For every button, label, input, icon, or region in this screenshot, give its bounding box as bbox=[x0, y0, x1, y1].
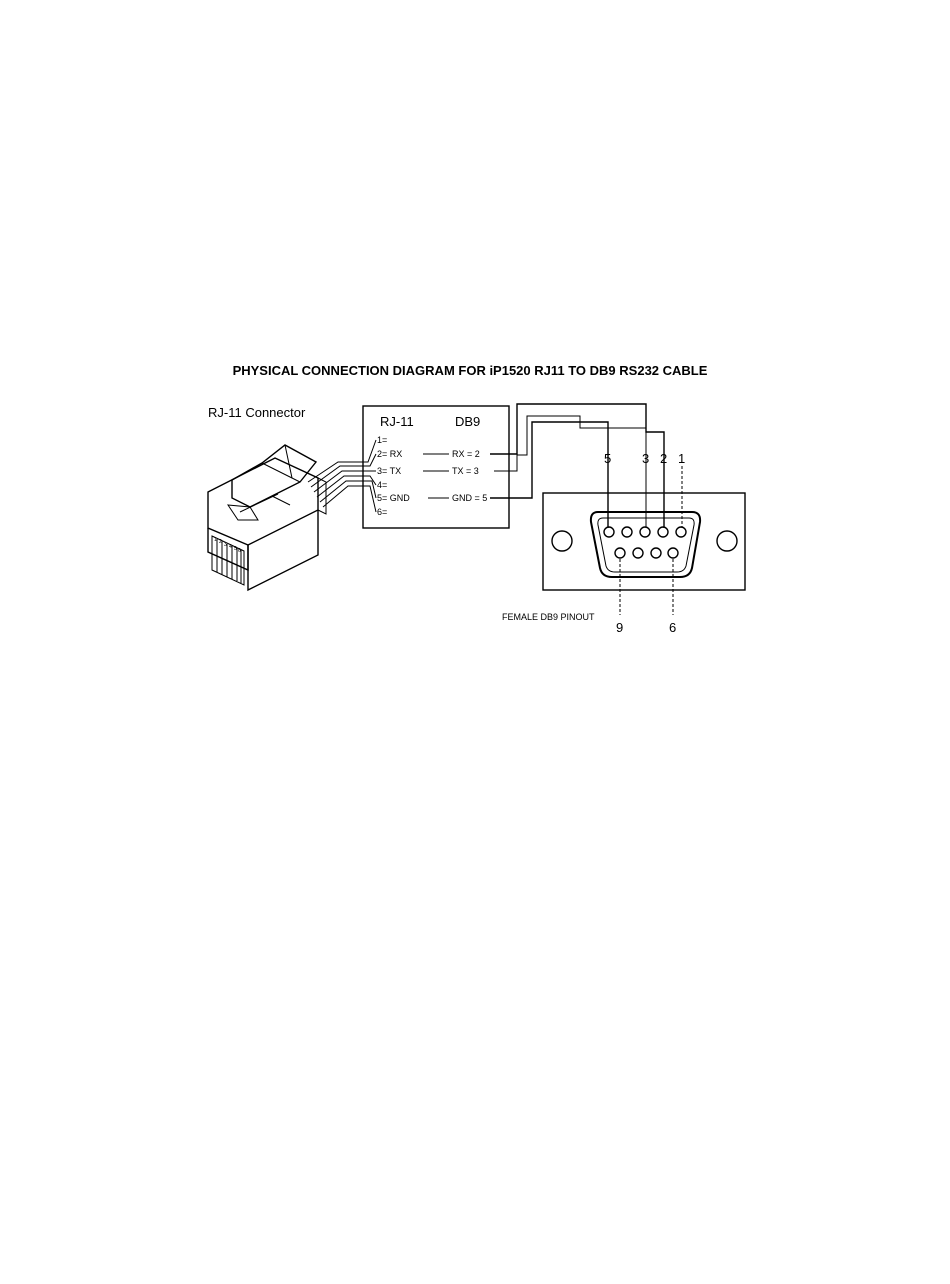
table-header-rj11: RJ-11 bbox=[380, 414, 414, 429]
db9-top-label-3: 3 bbox=[642, 451, 650, 466]
table-header-db9: DB9 bbox=[455, 414, 481, 429]
plug-pin-digit-5: 5 bbox=[234, 546, 237, 552]
db9-mapping-tx: TX = 3 bbox=[452, 466, 479, 476]
plug-pin-digit-2: 2 bbox=[219, 539, 222, 545]
db9-bottom-pin-labels bbox=[616, 620, 676, 635]
rj11-pin-5: 5= GND bbox=[377, 493, 410, 503]
db9-pinout-label: FEMALE DB9 PINOUT bbox=[502, 612, 595, 622]
db9-wires bbox=[490, 404, 682, 528]
db9-mapping-gnd: GND = 5 bbox=[452, 493, 488, 503]
plug-pin-digit-3: 3 bbox=[224, 542, 227, 548]
plug-pin-digit-4: 4 bbox=[229, 544, 232, 550]
db9-mapping-list bbox=[452, 449, 487, 503]
rj11-plug-icon bbox=[208, 445, 326, 590]
db9-female-connector bbox=[543, 493, 745, 590]
db9-top-label-5: 5 bbox=[604, 451, 612, 466]
plug-pin-digit-1: 1 bbox=[214, 537, 217, 543]
db9-bottom-label-6: 6 bbox=[669, 620, 677, 635]
rj11-pin-4: 4= bbox=[377, 480, 388, 490]
rj11-connector-label: RJ-11 Connector bbox=[208, 405, 306, 420]
db9-top-label-1: 1 bbox=[678, 451, 686, 466]
rj11-pin-1: 1= bbox=[377, 435, 388, 445]
rj11-pin-3: 3= TX bbox=[377, 466, 402, 476]
rj11-pin-2: 2= RX bbox=[377, 449, 403, 459]
rj11-pin-6: 6= bbox=[377, 507, 388, 517]
plug-pin-digit-6: 6 bbox=[238, 548, 241, 554]
db9-bottom-label-9: 9 bbox=[616, 620, 624, 635]
db9-top-label-2: 2 bbox=[660, 451, 668, 466]
db9-top-pin-labels bbox=[604, 451, 685, 466]
rj11-pin-list bbox=[377, 435, 410, 517]
diagram-title: PHYSICAL CONNECTION DIAGRAM FOR iP1520 RJ11 TO DB9 RS232 CABLE bbox=[232, 363, 708, 378]
db9-mapping-rx: RX = 2 bbox=[452, 449, 480, 459]
